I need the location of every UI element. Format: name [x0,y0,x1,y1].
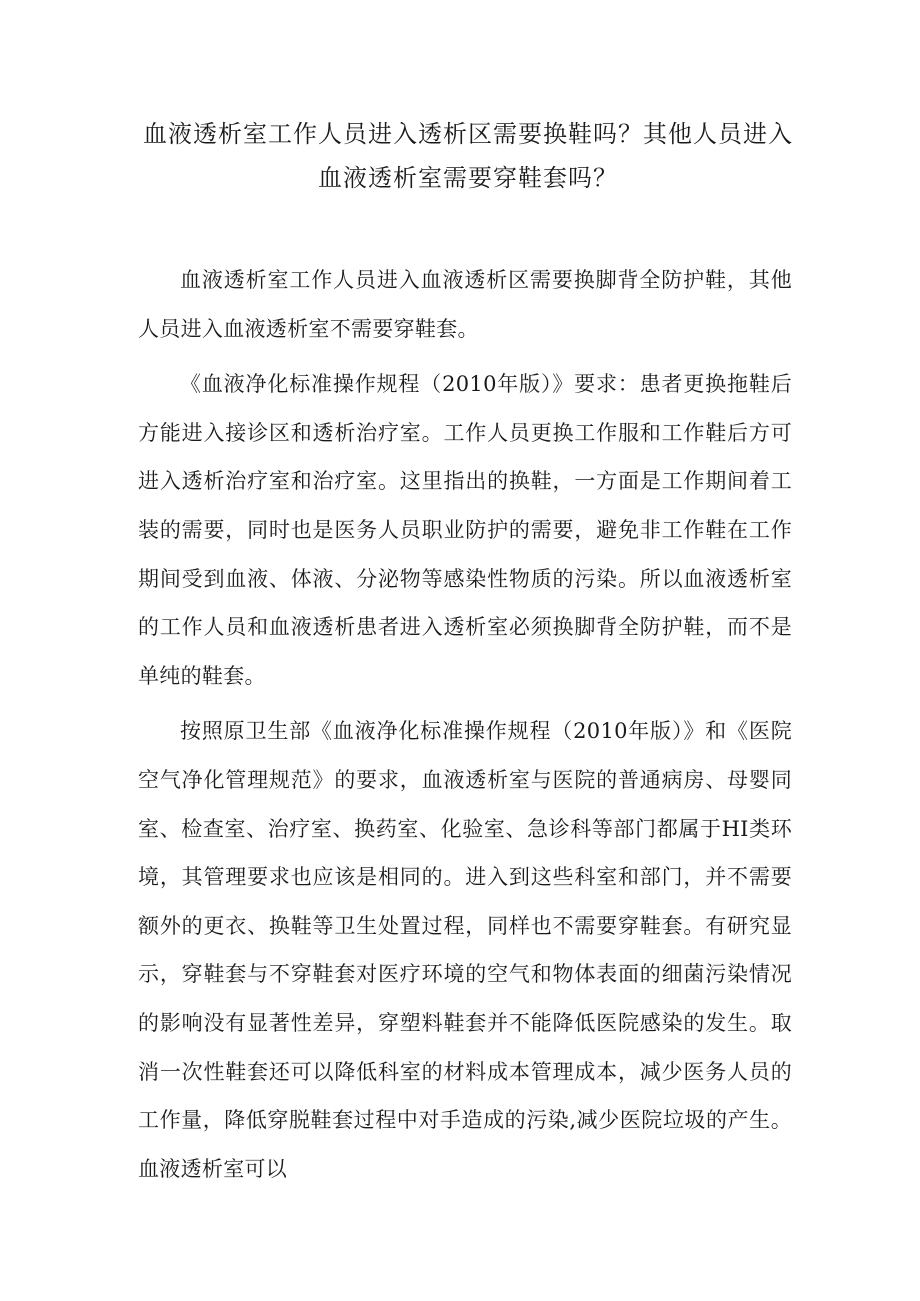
document-body [138,256,792,1200]
paragraph-shoe-cover-policy: 按照原卫生部《血液净化标准操作规程（2010年版）》和《医院空气净化管理规范》的要求，血液透析室与医院的普通病房、母婴同室、检查室、治疗室、换药室、化验室、急诊科等部门都属于HI类环境，其管理要求也应该是相同的。进入到这些科室和部门，并不需要额外的更衣、换鞋等卫生处置过程，同样也不需要穿鞋套。有研究显示，穿鞋套与不穿鞋套对医疗环境的空气和物体表面的细菌污染情况的影响没有显著性差异，穿塑料鞋套并不能降低医院感染的发生。取消一次性鞋套还可以降低科室的材料成本管理成本，减少医务人员的工作量，降低穿脱鞋套过程中对手造成的污染,减少医院垃圾的产生。血液透析室可以 [138,719,792,1181]
document-title: 血液透析室工作人员进入透析区需要换鞋吗？其他人员进入血液透析室需要穿鞋套吗？ [143,120,793,192]
paragraph-summary: 血液透析室工作人员进入血液透析区需要换脚背全防护鞋，其他人员进入血液透析室不需要穿鞋套。 [138,268,792,341]
paragraph-shoe-change-standard: 《血液净化标准操作规程（2010年版）》要求：患者更换拖鞋后方能进入接诊区和透析治疗室。工作人员更换工作服和工作鞋后方可进入透析治疗室和治疗室。这里指出的换鞋，一方面是工作期间着工装的需要，同时也是医务人员职业防护的需要，避免非工作鞋在工作期间受到血液、体液、分泌物等感染性物质的污染。所以血液透析室的工作人员和血液透析患者进入透析室必须换脚背全防护鞋，而不是单纯的鞋套。 [138,372,792,688]
